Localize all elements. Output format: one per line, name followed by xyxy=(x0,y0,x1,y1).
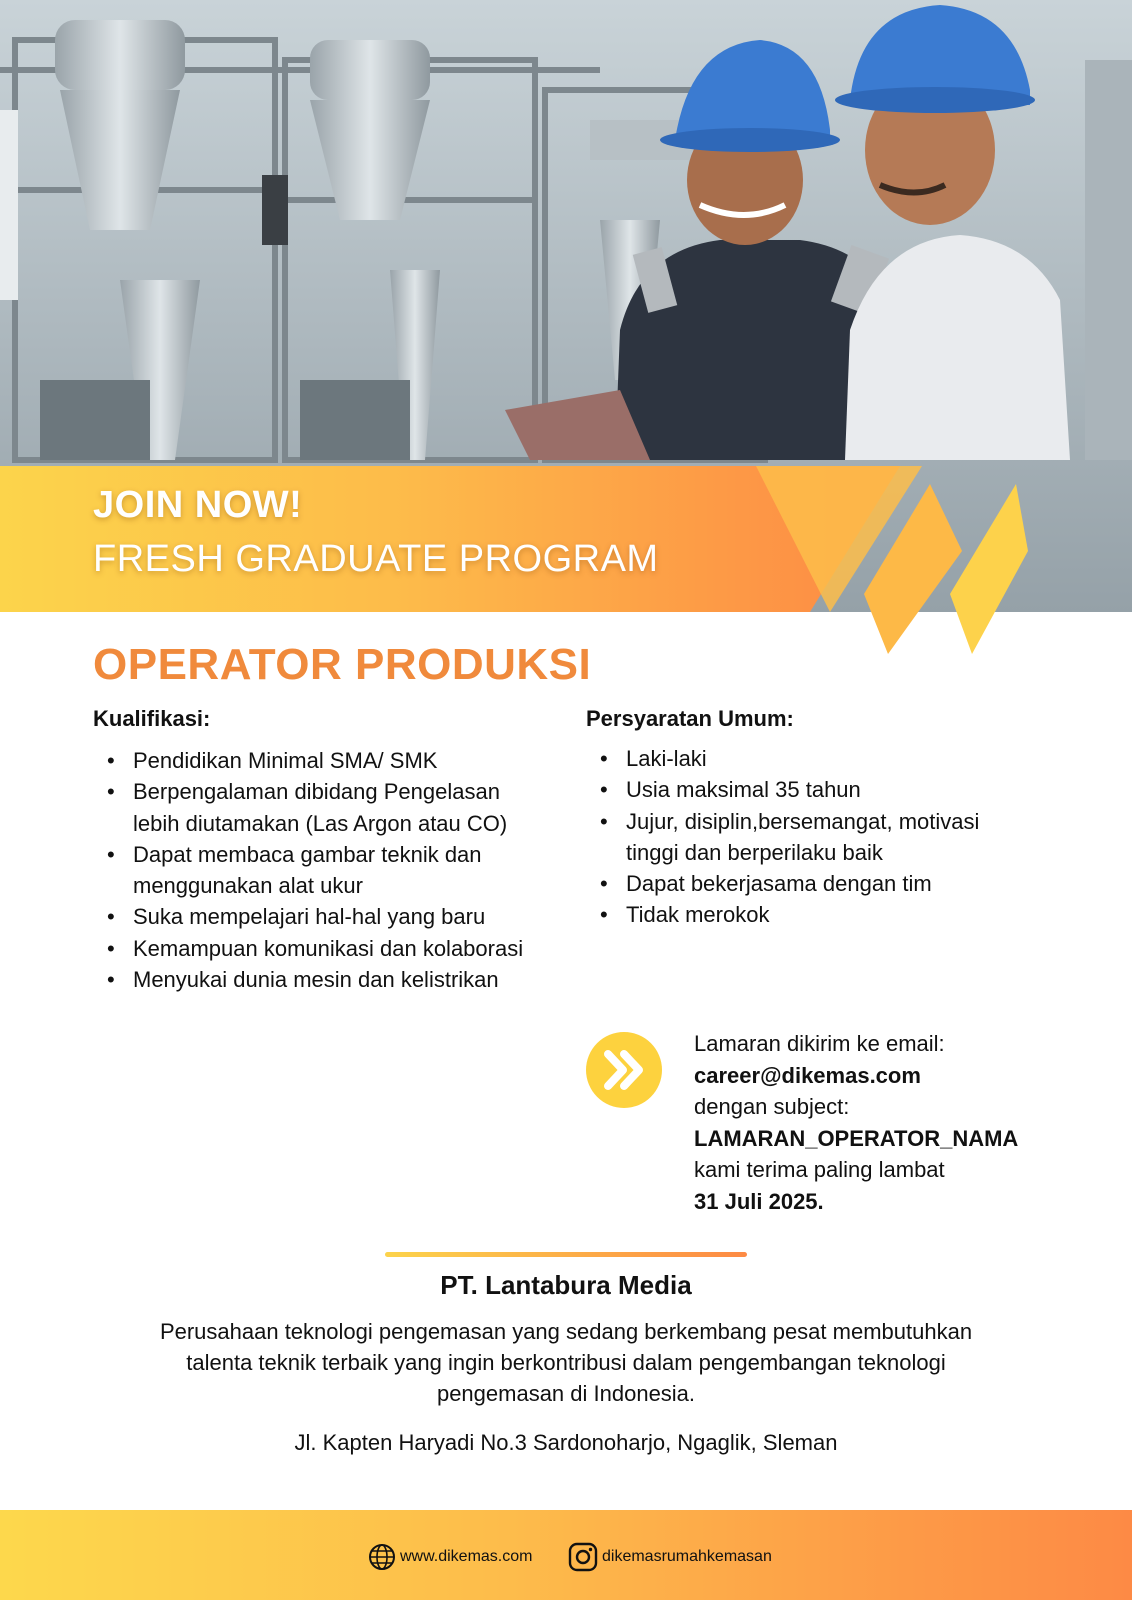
list-item: • Menyukai dunia mesin dan kelistrikan xyxy=(93,964,543,995)
instagram-link[interactable] xyxy=(568,1543,772,1571)
section-divider xyxy=(385,1252,747,1257)
list-item: • Berpengalaman dibidang Pengelasan lebih diutamakan (Las Argon atau CO) xyxy=(93,776,543,839)
globe-icon xyxy=(368,1543,396,1571)
application-instructions xyxy=(694,1028,1018,1217)
company-address: Jl. Kapten Haryadi No.3 Sardonoharjo, Ngaglik, Sleman xyxy=(294,1430,838,1455)
qualifications-list xyxy=(93,745,543,995)
list-item: • Kemampuan komunikasi dan kolaborasi xyxy=(93,933,543,964)
website-link[interactable] xyxy=(368,1543,532,1571)
promo-banner xyxy=(0,466,1132,612)
list-item: • Pendidikan Minimal SMA/ SMK xyxy=(93,745,543,776)
list-item: • Suka mempelajari hal-hal yang baru xyxy=(93,901,543,932)
requirements-heading: Persyaratan Umum: xyxy=(586,706,794,731)
requirements-list xyxy=(586,743,1006,931)
list-item: • Dapat membaca gambar teknik dan menggunakan alat ukur xyxy=(93,839,543,902)
subject-label: dengan subject: xyxy=(694,1094,850,1119)
list-item: • Tidak merokok xyxy=(586,899,1006,930)
instagram-label: dikemasrumahkemasan xyxy=(602,1548,772,1565)
list-item: • Laki-laki xyxy=(586,743,1006,774)
list-item: • Dapat bekerjasama dengan tim xyxy=(586,868,1006,899)
footer xyxy=(0,1510,1132,1600)
company-name: PT. Lantabura Media xyxy=(440,1270,692,1300)
banner-subheadline: FRESH GRADUATE PROGRAM xyxy=(93,538,659,580)
website-label: www.dikemas.com xyxy=(400,1548,533,1565)
contact-intro: Lamaran dikirim ke email: xyxy=(694,1031,945,1056)
instagram-icon xyxy=(568,1542,598,1572)
deadline-date: 31 Juli 2025. xyxy=(694,1188,824,1214)
job-title: OPERATOR PRODUKSI xyxy=(93,640,592,689)
contact-email[interactable]: career@dikemas.com xyxy=(694,1062,921,1088)
qualifications-heading: Kualifikasi: xyxy=(93,706,211,731)
company-description: Perusahaan teknologi pengemasan yang sedang berkembang pesat membutuhkan talenta teknik terbaik yang ingin berkontribusi dalam pengembangan teknologi pengemasan di Indonesia. xyxy=(159,1319,973,1406)
list-item: • Jujur, disiplin,bersemangat, motivasi tinggi dan berperilaku baik xyxy=(586,806,1006,869)
deadline-label: kami terima paling lambat xyxy=(694,1157,945,1182)
email-subject: LAMARAN_OPERATOR_NAMA xyxy=(694,1125,1019,1151)
banner-headline: JOIN NOW! xyxy=(93,484,303,526)
list-item: • Usia maksimal 35 tahun xyxy=(586,774,1006,805)
double-chevron-right-icon xyxy=(586,1032,662,1108)
